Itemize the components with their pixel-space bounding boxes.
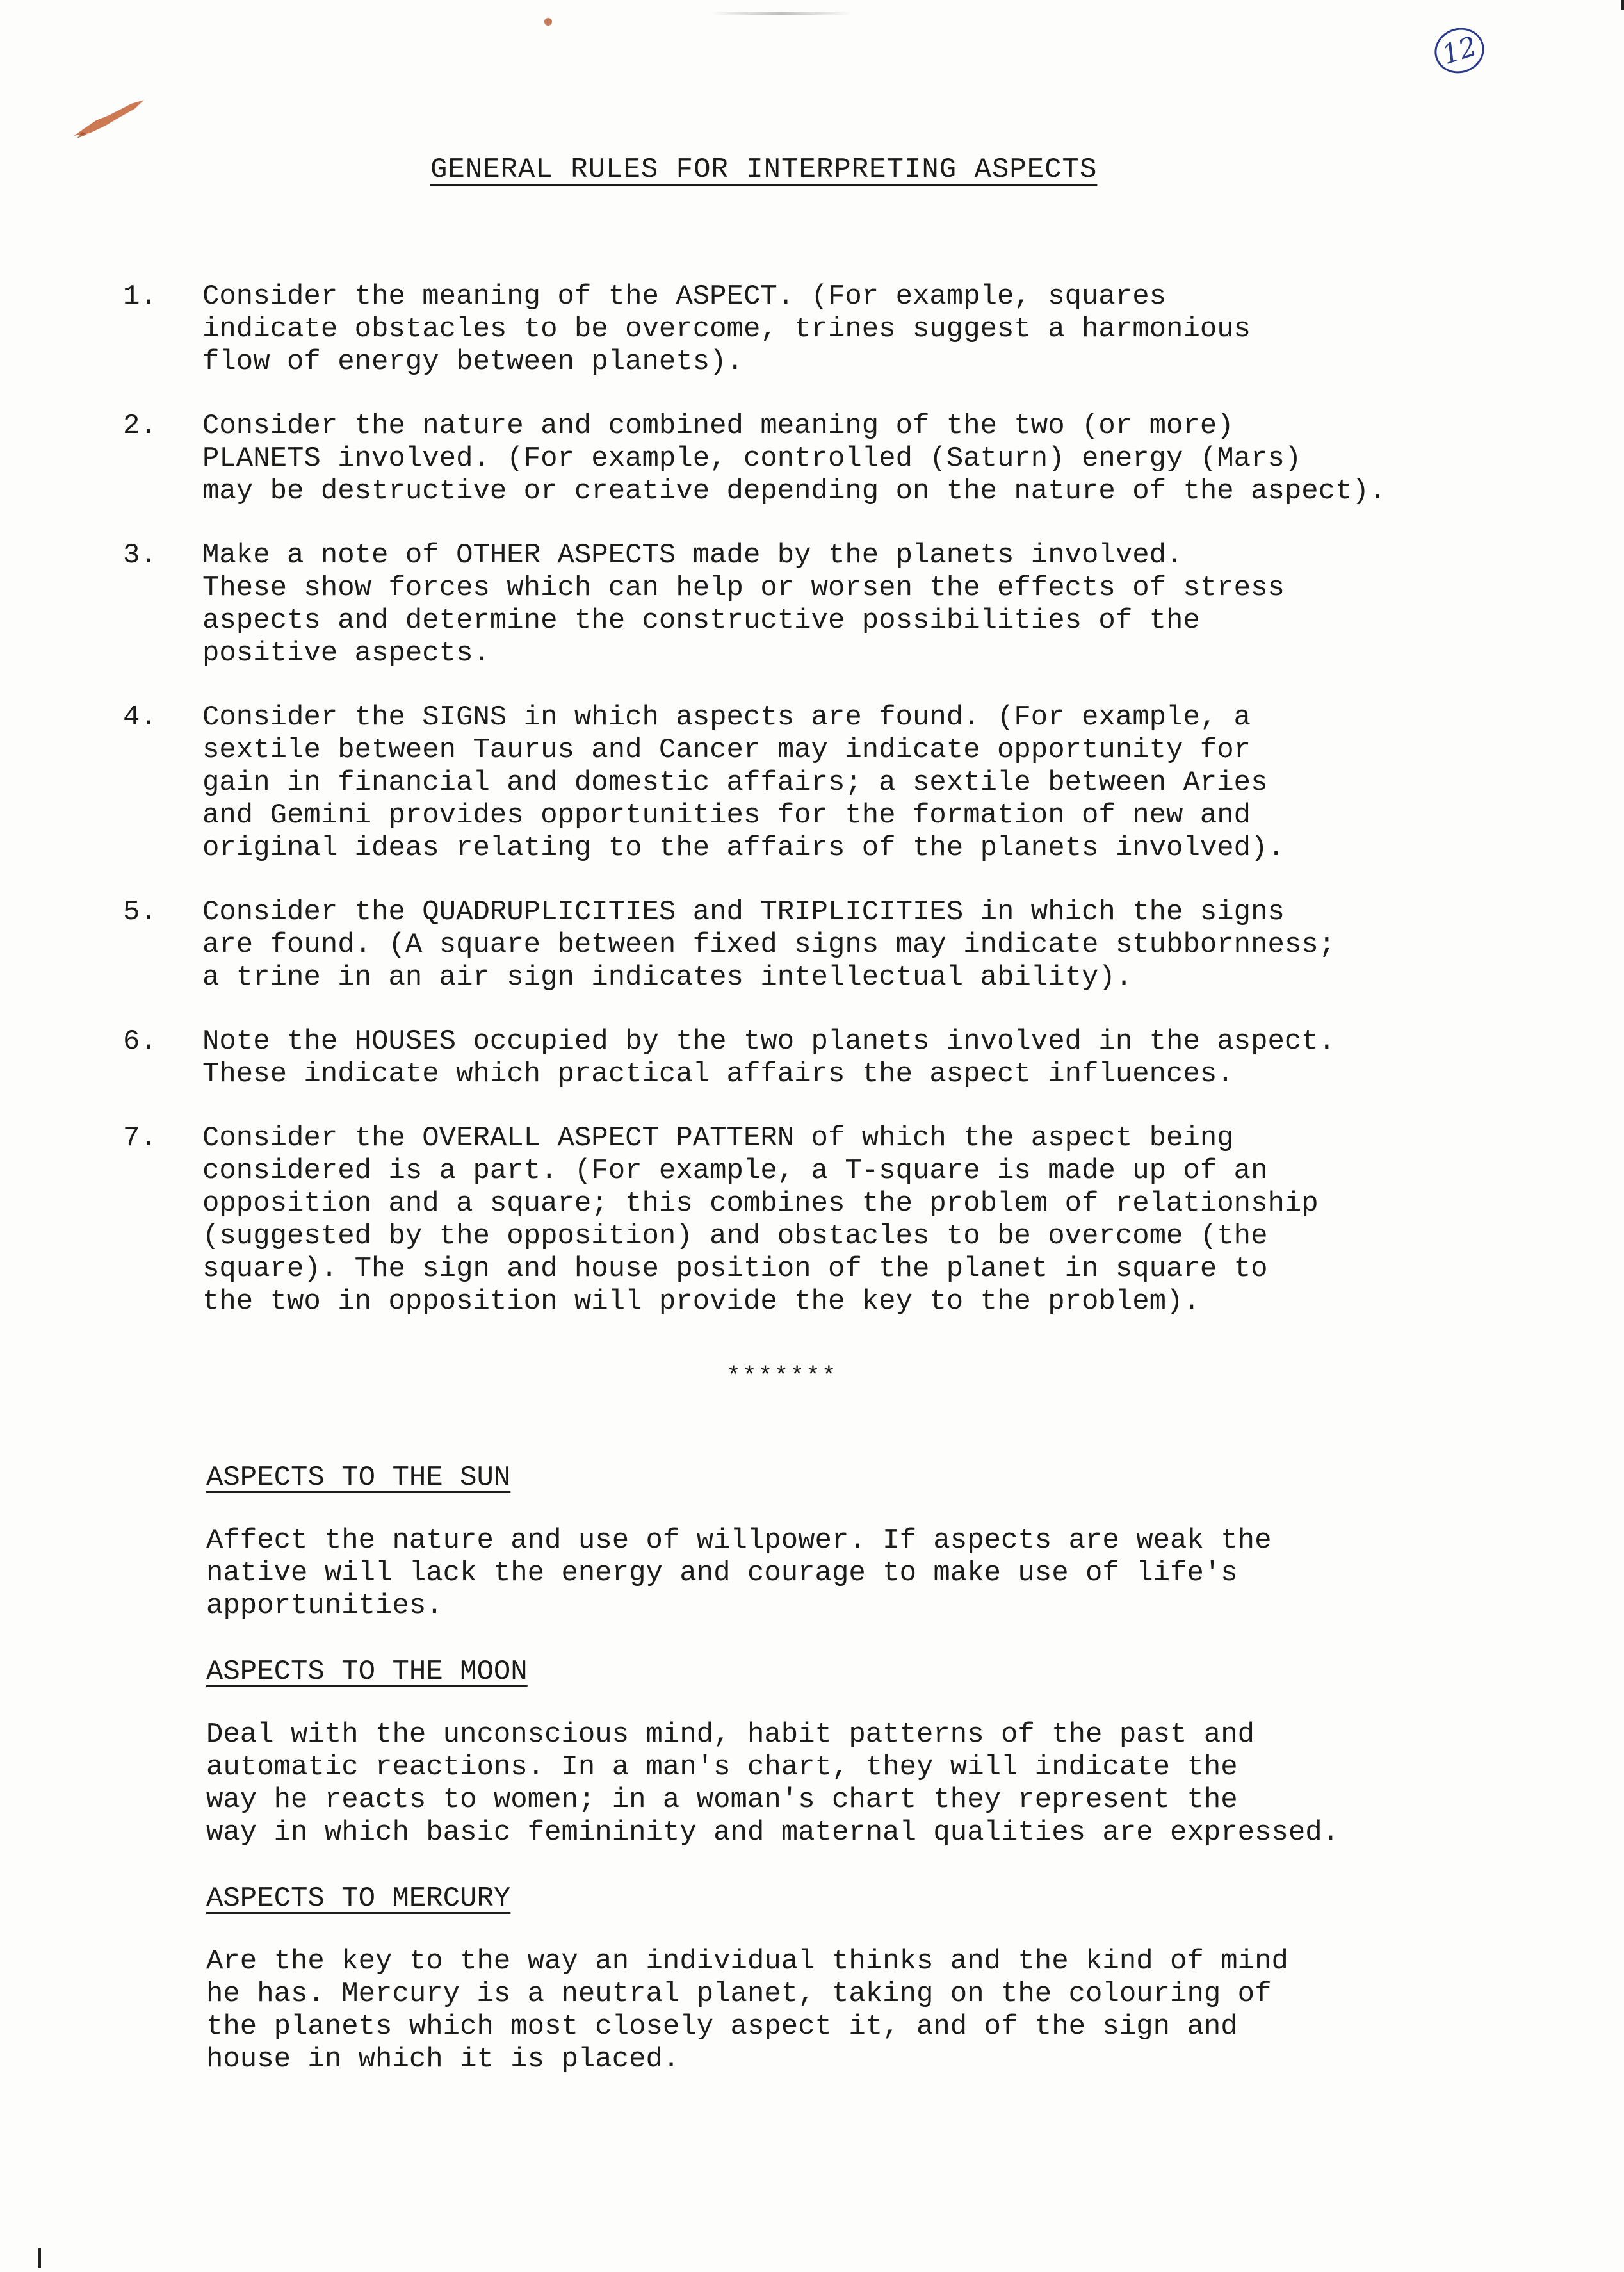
rule-item — [123, 701, 1570, 865]
rule-number: 6. — [123, 1026, 157, 1058]
paper-scuff-mark — [711, 12, 852, 15]
rule-item — [123, 410, 1570, 508]
page-title: GENERAL RULES FOR INTERPRETING ASPECTS — [430, 154, 1098, 186]
section-body: Deal with the unconscious mind, habit patterns of the past and automatic reactions. In a man's chart, they will indicate the way he reacts to women; in a woman's chart they represent the way in which basic femininity and maternal qualities are expressed. — [206, 1719, 1340, 1849]
rule-text: Consider the meaning of the ASPECT. (For example, squares indicate obstacles to be overcome, trines suggest a harmonious flow of energy between planets). — [202, 281, 1251, 378]
margin-mark — [38, 2248, 41, 2268]
rust-stain — [70, 96, 147, 141]
rule-item — [123, 539, 1570, 670]
ink-speck — [544, 18, 552, 26]
rule-text: Consider the nature and combined meaning of the two (or more) PLANETS involved. (For example, controlled (Saturn) energy (Mars) may be destructive or creative depending on the nature of the aspect). — [202, 410, 1386, 507]
section-heading: ASPECTS TO MERCURY — [206, 1883, 511, 1915]
section-mercury — [206, 1883, 1551, 2076]
rule-item — [123, 1026, 1570, 1091]
section-separator: ******* — [726, 1363, 838, 1391]
rule-text: Consider the SIGNS in which aspects are found. (For example, a sextile between Taurus and Cancer may indicate opportunity for gain in financial and domestic affairs; a sextile between Aries and Gemini provides opportunities for the formation of new and original ideas relating to the affairs of the planets involved). — [202, 701, 1285, 864]
section-sun — [206, 1462, 1551, 1622]
rule-text: Note the HOUSES occupied by the two planets involved in the aspect. These indicate which practical affairs the aspect influences. — [202, 1026, 1336, 1090]
section-body: Affect the nature and use of willpower. If aspects are weak the native will lack the energy and courage to make use of life's apportunities. — [206, 1524, 1272, 1622]
rule-text: Consider the OVERALL ASPECT PATTERN of which the aspect being considered is a part. (For example, a T-square is made up of an opposition and a square; this combines the problem of relationship (suggested by the opposition) and obstacles to be overcome (the square). The sign and house position of the planet in square to the two in opposition will provide the key to the problem). — [202, 1122, 1319, 1318]
section-moon — [206, 1656, 1551, 1849]
rule-number: 1. — [123, 281, 157, 313]
rule-number: 2. — [123, 410, 157, 442]
edge-mark — [1621, 0, 1624, 10]
rule-item — [123, 896, 1570, 994]
aspect-sections — [206, 1462, 1551, 2109]
rule-number: 7. — [123, 1122, 157, 1154]
rule-item — [123, 281, 1570, 379]
rule-text: Make a note of OTHER ASPECTS made by the planets involved. These show forces which can help or worsen the effects of stress aspects and determine the constructive possibilities of the positive aspects. — [202, 539, 1285, 669]
section-body: Are the key to the way an individual thinks and the kind of mind he has. Mercury is a neutral planet, taking on the colouring of the planets which most closely aspect it, and of the sign and house in which it is placed. — [206, 1945, 1288, 2075]
rule-number: 4. — [123, 701, 157, 733]
rule-number: 5. — [123, 896, 157, 928]
section-heading: ASPECTS TO THE SUN — [206, 1462, 511, 1494]
rule-number: 3. — [123, 539, 157, 571]
section-heading: ASPECTS TO THE MOON — [206, 1656, 528, 1688]
rule-text: Consider the QUADRUPLICITIES and TRIPLICITIES in which the signs are found. (A square between fixed signs may indicate stubbornness; a trine in an air sign indicates intellectual ability). — [202, 896, 1336, 993]
rules-list — [123, 281, 1570, 1350]
rule-item — [123, 1122, 1570, 1318]
page-number: 12 — [1429, 22, 1490, 80]
